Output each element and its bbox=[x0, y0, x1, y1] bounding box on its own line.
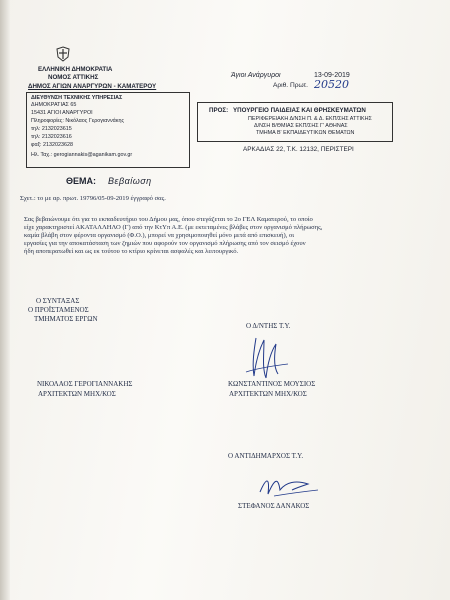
body-line-3: καμία βλάβη στον φέροντα οργανισμό (Φ.Ο.), μπορεί να χρησιμοποιηθεί μόνο μετά από επισκευή), οι bbox=[24, 232, 295, 239]
contact-department: ΔΙΕΥΘΥΝΣΗ ΤΕΧΝΙΚΗΣ ΥΠΗΡΕΣΙΑΣ bbox=[31, 95, 123, 101]
protocol-label: Αριθ. Πρωτ. bbox=[273, 82, 308, 89]
date: 13-09-2019 bbox=[314, 72, 350, 79]
sig-director-title: ΑΡΧΙΤΕΚΤΩΝ ΜΗΧ/ΚΟΣ bbox=[229, 390, 307, 398]
contact-fax: φαξ: 2132023628 bbox=[31, 142, 74, 148]
sig-compiler-name: ΝΙΚΟΛΑΟΣ ΓΕΡΟΓΙΑΝΝΑΚΗΣ bbox=[37, 380, 133, 388]
contact-info: Πληροφορίες: Νικόλαος Γερογιαννάκης bbox=[31, 118, 125, 124]
body-line-2: είχε χαρακτηριστεί ΑΚΑΤΑΛΛΗΛΟ (Γ) από την ΚτΥπ Α.Ε. (με εκτεταμένες βλάβες στον οργανισμό πλήρωσης, bbox=[24, 224, 323, 231]
recipient-department: ΤΜΗΜΑ Β' ΕΚΠΑΙΔΕΥΤΙΚΩΝ ΘΕΜΑΤΩΝ bbox=[256, 130, 355, 136]
subject-label: ΘΕΜΑ: bbox=[66, 176, 96, 186]
place: Άγιοι Ανάργυροι bbox=[231, 72, 281, 79]
sig-director-role: Ο Δ/ΝΤΗΣ Τ.Υ. bbox=[246, 322, 291, 330]
header-municipality: ΔΗΜΟΣ ΑΓΙΩΝ ΑΝΑΡΓΥΡΩΝ - ΚΑΜΑΤΕΡΟΥ bbox=[28, 83, 157, 90]
recipient-address: ΑΡΚΑΔΙΑΣ 22, Τ.Κ. 12132, ΠΕΡΙΣΤΕΡΙ bbox=[243, 146, 354, 153]
sig-director-name: ΚΩΝΣΤΑΝΤΙΝΟΣ ΜΟΥΣΙΟΣ bbox=[228, 380, 316, 388]
contact-phone-2: τηλ: 2132023616 bbox=[31, 134, 72, 140]
sig-compiler-title: ΑΡΧΙΤΕΚΤΩΝ ΜΗΧ/ΚΟΣ bbox=[38, 390, 116, 398]
contact-email: Ηλ. Ταχ.: gerogiannakis@aganikam.gov.gr bbox=[31, 152, 133, 158]
deputy-signature-icon bbox=[256, 470, 322, 502]
director-signature-icon bbox=[236, 330, 296, 386]
header-country: ΕΛΛΗΝΙΚΗ ΔΗΜΟΚΡΑΤΙΑ bbox=[38, 66, 113, 73]
recipient-directorate: Δ/ΝΣΗ Β/ΘΜΙΑΣ ΕΚΠ/ΣΗΣ Γ' ΑΘΗΝΑΣ bbox=[254, 123, 348, 129]
recipient-regional: ΠΕΡΙΦΕΡΕΙΑΚΗ Δ/ΝΣΗ Π. & Δ. ΕΚΠ/ΣΗΣ ΑΤΤΙΚΗΣ bbox=[248, 116, 372, 122]
recipient-prefix: ΠΡΟΣ: bbox=[209, 107, 229, 114]
sig-compiler-head: Ο ΠΡΟΪΣΤΑΜΕΝΟΣ bbox=[28, 306, 89, 314]
greek-emblem-icon bbox=[56, 46, 70, 62]
body-line-1: Σας βεβαιώνουμε ότι για το εκπαιδευτήριο του Δήμου μας, όπου στεγάζεται το 2ο ΓΕΛ Καματερού, το οποίο bbox=[24, 216, 313, 223]
contact-phone-1: τηλ: 2132023615 bbox=[31, 126, 72, 132]
body-line-5: ήδη αποπερατωθεί και ως εκ τούτου το κτίριο κρίνεται ασφαλές και λειτουργικό. bbox=[24, 248, 239, 255]
page-shadow bbox=[0, 0, 10, 600]
subject-value: Βεβαίωση bbox=[108, 176, 152, 186]
sig-deputy-name: ΣΤΕΦΑΝΟΣ ΔΑΝΑΚΟΣ bbox=[238, 502, 310, 510]
sig-deputy-role: Ο ΑΝΤΙΔΗΜΑΡΧΟΣ Τ.Υ. bbox=[228, 452, 304, 460]
protocol-number: 20520 bbox=[314, 78, 349, 91]
contact-street: ΔΗΜΟΚΡΑΤΙΑΣ 65 bbox=[31, 102, 77, 108]
body-line-4: εργασίες για την αποκατάσταση των ζημιών που αφορούν τον οργανισμό πλήρωσης από τον σεισμό έχουν bbox=[24, 240, 306, 247]
sig-compiler-department: ΤΜΗΜΑΤΟΣ ΕΡΓΩΝ bbox=[34, 315, 98, 323]
contact-city: 15431 ΑΓΙΟΙ ΑΝΑΡΓΥΡΟΙ bbox=[31, 110, 93, 116]
header-prefecture: ΝΟΜΟΣ ΑΤΤΙΚΗΣ bbox=[48, 74, 99, 81]
recipient-ministry: ΥΠΟΥΡΓΕΙΟ ΠΑΙΔΕΙΑΣ ΚΑΙ ΘΡΗΣΚΕΥΜΑΤΩΝ bbox=[233, 107, 366, 114]
sig-compiler-role: Ο ΣΥΝΤΑΞΑΣ bbox=[36, 297, 80, 305]
reference-line: Σχετ.: το με αρ. πρωτ. 19796/05-09-2019 έγγραφό σας. bbox=[20, 195, 166, 202]
